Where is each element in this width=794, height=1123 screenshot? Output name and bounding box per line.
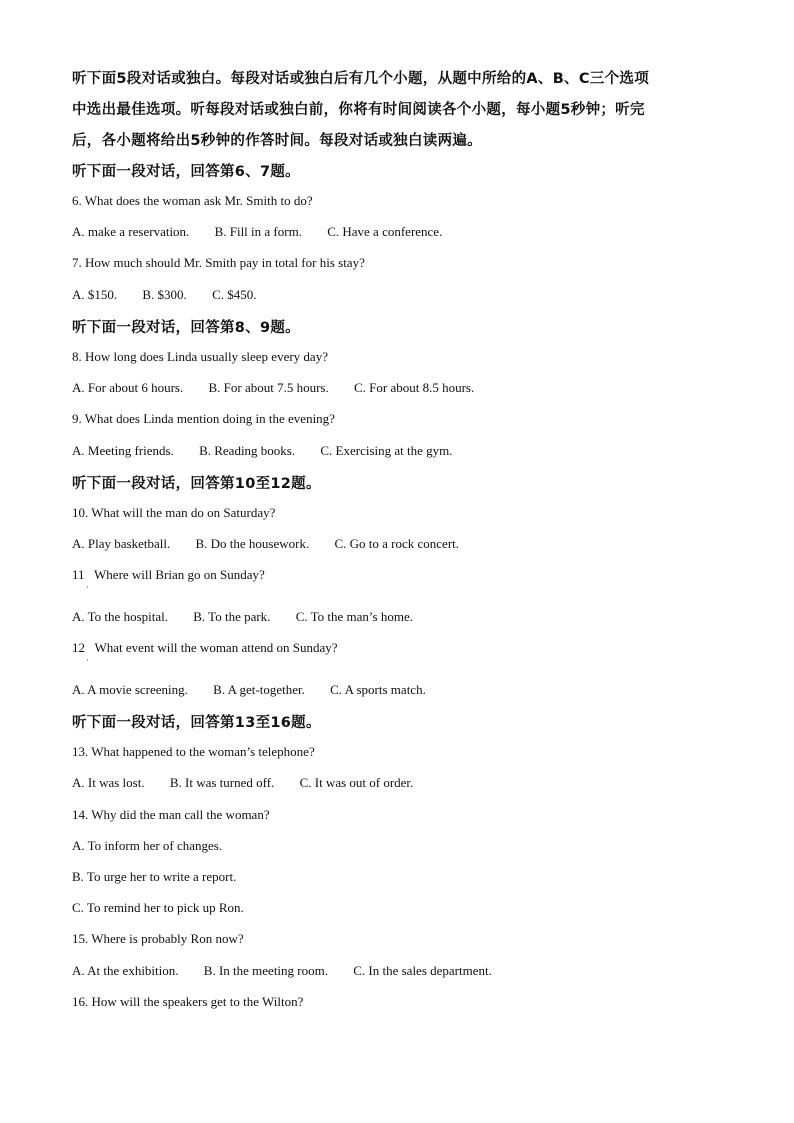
option-b: B. $300.: [142, 287, 187, 302]
option-a: A. make a reservation.: [72, 224, 190, 239]
options-row: [72, 963, 514, 979]
option-b: B. To urge her to write a report.: [72, 869, 237, 884]
question-text: 16. How will the speakers get to the Wilton?: [72, 994, 304, 1009]
option-a: A. Play basketball.: [72, 536, 171, 551]
stray-dot-mark: ·: [86, 655, 89, 665]
options-row: [72, 536, 481, 552]
section-heading: 听下面一段对话，回答第13至16题。: [72, 715, 321, 731]
instruction-line: 后，各小题将给出5秒钟的作答时间。每段对话或独白读两遍。: [72, 133, 482, 149]
option-a: A. To the hospital.: [72, 609, 168, 624]
option-b: B. Reading books.: [199, 443, 296, 458]
option-c: C. For about 8.5 hours.: [353, 380, 475, 395]
option-b: B. To the park.: [193, 609, 271, 624]
option-b: B. For about 7.5 hours.: [208, 380, 329, 395]
option-a: A. Meeting friends.: [72, 443, 174, 458]
question-text: 14. Why did the man call the woman?: [72, 807, 270, 822]
section-heading: 听下面一段对话，回答第8、9题。: [72, 320, 300, 336]
question-text: 8. How long does Linda usually sleep every day?: [72, 349, 328, 364]
section-heading: 听下面一段对话，回答第6、7题。: [72, 164, 300, 180]
stray-dot-mark: ·: [86, 582, 89, 592]
option-b: B. Fill in a form.: [214, 224, 302, 239]
option-c: C. To the man’s home.: [295, 609, 413, 624]
option-a: A. To inform her of changes.: [72, 838, 223, 853]
question-text: 11 Where will Brian go on Sunday?: [72, 567, 265, 582]
options-row: [72, 287, 278, 303]
option-a: A. $150.: [72, 287, 118, 302]
option-c: C. In the sales department.: [353, 963, 492, 978]
option-c: C. Go to a rock concert.: [334, 536, 460, 551]
options-row: [72, 682, 448, 698]
option-b: B. Do the housework.: [195, 536, 310, 551]
option-a: A. It was lost.: [72, 775, 145, 790]
question-text: 15. Where is probably Ron now?: [72, 931, 244, 946]
options-row: [72, 609, 435, 625]
option-b: B. It was turned off.: [169, 775, 275, 790]
options-row: [72, 224, 464, 240]
option-c: C. To remind her to pick up Ron.: [72, 900, 244, 915]
instruction-line: 听下面5段对话或独白。每段对话或独白后有几个小题，从题中所给的A、B、C三个选项: [72, 71, 650, 87]
option-c: C. Exercising at the gym.: [320, 443, 453, 458]
question-text: 9. What does Linda mention doing in the evening?: [72, 411, 335, 426]
instruction-line: 中选出最佳选项。听每段对话或独白前，你将有时间阅读各个小题，每小题5秒钟；听完: [72, 102, 645, 118]
options-row: [72, 380, 496, 396]
option-a: A. At the exhibition.: [72, 963, 179, 978]
option-c: C. Have a conference.: [327, 224, 443, 239]
question-text: 13. What happened to the woman’s telephone?: [72, 744, 315, 759]
option-c: C. A sports match.: [330, 682, 426, 697]
options-row: [72, 443, 475, 459]
option-a: A. For about 6 hours.: [72, 380, 184, 395]
options-row: [72, 775, 435, 791]
question-text: 12 What event will the woman attend on Sunday?: [72, 640, 338, 655]
option-b: B. A get-together.: [213, 682, 305, 697]
option-c: C. It was out of order.: [299, 775, 414, 790]
listening-instructions: [72, 64, 732, 157]
option-b: B. In the meeting room.: [203, 963, 328, 978]
question-text: 10. What will the man do on Saturday?: [72, 505, 276, 520]
question-text: 6. What does the woman ask Mr. Smith to do?: [72, 193, 313, 208]
option-a: A. A movie screening.: [72, 682, 188, 697]
option-c: C. $450.: [212, 287, 257, 302]
question-text: 7. How much should Mr. Smith pay in total for his stay?: [72, 255, 365, 270]
section-heading: 听下面一段对话，回答第10至12题。: [72, 476, 321, 492]
